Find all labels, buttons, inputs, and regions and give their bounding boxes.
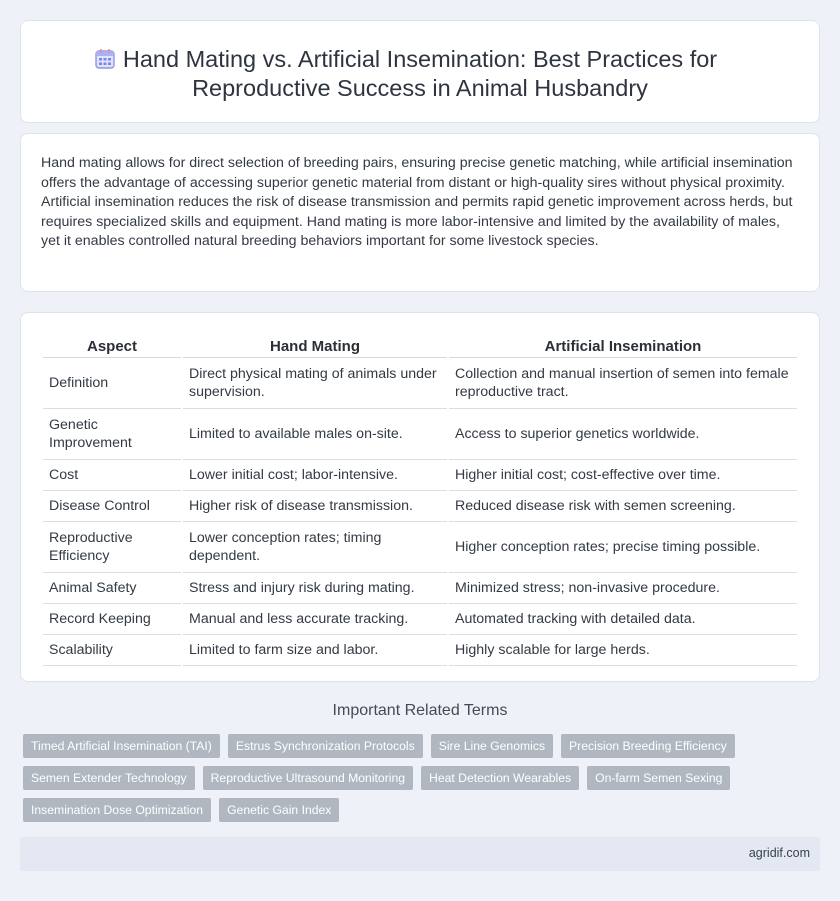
cell-hand-mating: Stress and injury risk during mating. — [183, 573, 447, 604]
related-terms-tags — [23, 734, 823, 830]
header-aspect: Aspect — [43, 333, 181, 358]
tag-heat-detection[interactable]: Heat Detection Wearables — [421, 766, 579, 790]
tag-timed-ai[interactable]: Timed Artificial Insemination (TAI) — [23, 734, 220, 758]
cell-artificial-insemination: Collection and manual insertion of semen into female reproductive tract. — [449, 358, 797, 409]
cell-artificial-insemination: Higher initial cost; cost-effective over time. — [449, 460, 797, 491]
cell-aspect: Cost — [43, 460, 181, 491]
cell-artificial-insemination: Reduced disease risk with semen screening. — [449, 491, 797, 522]
intro-paragraph: Hand mating allows for direct selection of breeding pairs, ensuring precise genetic matching, while artificial insemination offers the advantage of accessing superior genetic material from distant or high-quality sires without physical proximity. Artificial insemination reduces the risk of disease transmission and permits rapid genetic improvement across herds, but requires specialized skills and equipment. Hand mating is more labor-intensive and limited by the availability of males, yet it enables controlled natural breeding behaviors important for some livestock species. — [41, 155, 793, 249]
page-title-line-1: Hand Mating vs. Artificial Insemination: Best Practices for — [122, 46, 718, 72]
table-row — [43, 460, 797, 491]
cell-aspect: Reproductive Efficiency — [43, 522, 181, 573]
cell-artificial-insemination: Automated tracking with detailed data. — [449, 604, 797, 635]
cell-aspect: Animal Safety — [43, 573, 181, 604]
cell-artificial-insemination: Minimized stress; non-invasive procedure. — [449, 573, 797, 604]
table-header-row — [43, 333, 797, 358]
table-row — [43, 358, 797, 409]
cell-artificial-insemination: Highly scalable for large herds. — [449, 635, 797, 666]
tag-genetic-gain-index[interactable]: Genetic Gain Index — [219, 798, 339, 822]
cell-hand-mating: Limited to farm size and labor. — [183, 635, 447, 666]
tag-semen-sexing[interactable]: On-farm Semen Sexing — [587, 766, 730, 790]
table-row — [43, 522, 797, 573]
page-title — [21, 45, 819, 103]
cell-hand-mating: Lower conception rates; timing dependent. — [183, 522, 447, 573]
cell-hand-mating: Lower initial cost; labor-intensive. — [183, 460, 447, 491]
related-terms-title: Important Related Terms — [332, 702, 508, 719]
comparison-table — [41, 333, 799, 666]
table-row — [43, 635, 797, 666]
tag-precision-breeding[interactable]: Precision Breeding Efficiency — [561, 734, 735, 758]
tag-estrus-sync[interactable]: Estrus Synchronization Protocols — [228, 734, 423, 758]
header-card — [20, 20, 820, 123]
cell-hand-mating: Higher risk of disease transmission. — [183, 491, 447, 522]
header-artificial-insemination: Artificial Insemination — [449, 333, 797, 358]
intro-card — [20, 133, 820, 292]
table-row — [43, 409, 797, 460]
cell-aspect: Disease Control — [43, 491, 181, 522]
comparison-table-card — [20, 312, 820, 682]
header-hand-mating: Hand Mating — [183, 333, 447, 358]
cell-aspect: Record Keeping — [43, 604, 181, 635]
page-title-line-2: Reproductive Success in Animal Husbandry — [192, 75, 648, 101]
tag-semen-extender[interactable]: Semen Extender Technology — [23, 766, 195, 790]
table-row — [43, 604, 797, 635]
cell-aspect: Definition — [43, 358, 181, 409]
cell-aspect: Scalability — [43, 635, 181, 666]
tag-dose-optimization[interactable]: Insemination Dose Optimization — [23, 798, 211, 822]
table-row — [43, 573, 797, 604]
footer-site-link[interactable]: agridif.com — [748, 846, 810, 860]
cell-hand-mating: Direct physical mating of animals under supervision. — [183, 358, 447, 409]
cell-hand-mating: Limited to available males on-site. — [183, 409, 447, 460]
table-row — [43, 491, 797, 522]
cell-hand-mating: Manual and less accurate tracking. — [183, 604, 447, 635]
tag-sire-line-genomics[interactable]: Sire Line Genomics — [431, 734, 553, 758]
cell-artificial-insemination: Access to superior genetics worldwide. — [449, 409, 797, 460]
tag-ultrasound-monitoring[interactable]: Reproductive Ultrasound Monitoring — [203, 766, 413, 790]
cell-aspect: Genetic Improvement — [43, 409, 181, 460]
footer — [20, 837, 820, 871]
cell-artificial-insemination: Higher conception rates; precise timing possible. — [449, 522, 797, 573]
